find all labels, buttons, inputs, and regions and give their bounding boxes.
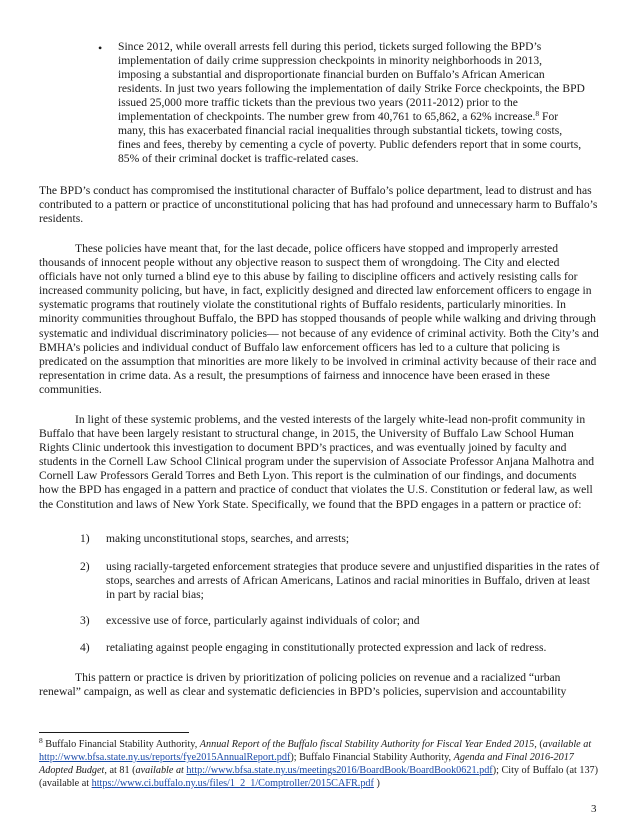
list-number: 3) (80, 614, 90, 627)
bullet-text-tail: For many, this has exacerbated financial racial inequalities through substantial tickets, towing costs, fines and fees, thereby by cementing a cycle of poverty. Public defenders report that in some courts, 85% of their criminal docket is traffic-related cases. (118, 110, 582, 165)
bullet-item (98, 40, 586, 166)
list-number: 1) (80, 532, 90, 545)
list-text: retaliating against people engaging in constitutionally protected expression and lack of redress. (106, 641, 547, 654)
footnote-available-label: available at (135, 765, 184, 776)
paragraph-policies: These policies have meant that, for the last decade, police officers have stopped and improperly arrested thousands of innocent people without any objective reason to suspect them of wrongdoing. The City and elected officials have not only turned a blind eye to this abuse by failing to discipline officers and actively resisting calls for increased community policing, but have, in fact, explicitly designed and directed law enforcement officers to engage in systematic programs that routinely violate the constitutional rights of Buffalo residents, particularly minorities. In minority communities throughout Buffalo, the BPD has stopped thousands of people while walking and driving through systematic and individual discriminatory policies— not because of any evidence of criminal activity. Both the City’s and BMHA’s policies and individual conduct of Buffalo law enforcement officers has led to a culture that policing is predicated on the assumption that minorities are more likely to be involved in criminal activity because of their race and representation in crime data. As a result, the presumptions of fairness and innocence have been erased in these communities. (39, 242, 599, 396)
list-item (80, 614, 600, 628)
footnote-number: 8 (39, 736, 43, 745)
footnote (39, 738, 604, 790)
footnote-divider (39, 732, 189, 733)
list-number: 4) (80, 641, 90, 654)
footnote-link-board-book[interactable]: http://www.bfsa.state.ny.us/meetings2016/BoardBook/BoardBook0621.pdf (186, 765, 493, 776)
footnote-link-cafr[interactable]: https://www.ci.buffalo.ny.us/files/1_2_1/Comptroller/2015CAFR.pdf (91, 778, 374, 789)
list-item (80, 641, 600, 655)
footnote-text: , ( (534, 739, 543, 750)
paragraph-pattern: This pattern or practice is driven by prioritization of policing policies on revenue and a racialized “urban renewal” campaign, as well as clear and systematic deficiencies in BPD’s policies, supervision and accountability (39, 671, 567, 699)
footnote-text: , at 81 ( (104, 765, 136, 776)
paragraph-bpd-conduct: The BPD’s conduct has compromised the institutional character of Buffalo’s police department, lead to distrust and has contributed to a pattern or practice of unconstitutional policing that has had profound and unnecessary harm to Buffalo’s residents. (39, 184, 598, 226)
footnote-available-label: available at (542, 739, 592, 750)
bullet-text-main: Since 2012, while overall arrests fell during this period, tickets surged following the BPD’s implementation of daily crime suppression checkpoints in minority neighborhoods in 2013, imposing a substantial and disproportionate financial burden on Buffalo’s African American residents. In just two years following the implementation of daily Strike Force checkpoints, the BPD issued 25,000 more traffic tickets than the previous two years (2011-2012) prior to the implementation of checkpoints. The number grew from 40,761 to 65,862, a 62% increase. (118, 40, 585, 123)
list-number: 2) (80, 560, 90, 573)
footnote-text: Buffalo Financial Stability Authority, (42, 739, 200, 750)
footnote-text: ); Buffalo Financial Stability Authority, (290, 752, 454, 763)
bullet-text (118, 40, 586, 166)
list-item (80, 560, 600, 602)
paragraph-investigation: In light of these systemic problems, and the vested interests of the largely white-lead non-profit community in Buffalo that have been largely resistant to structural change, in 2015, the University of Buffalo Law School Human Rights Clinic undertook this investigation to document BPD’s practices, and was eventually joined by faculty and students in the Cornell Law School Clinical program under the supervision of Associate Professor Anjana Malhotra and Cornell Law Professors Gerald Torres and Beth Lyon. This report is the culmination of our findings, and documents how the BPD has engaged in a pattern and practice of conduct that violates the U.S. Constitution or federal law, as well the Constitution and laws of New York State. Specifically, we found that the BPD engages in a pattern or practice of: (39, 413, 595, 511)
list-text: excessive use of force, particularly against individuals of color; and (106, 614, 420, 627)
list-text: using racially-targeted enforcement strategies that produce severe and unjustified disparities in the rates of stops, searches and arrests of African Americans, Latinos and racial minorities in Buffalo, driven at least in part by racial bias; (106, 560, 600, 601)
bullet-marker: • (98, 41, 103, 55)
list-text: making unconstitutional stops, searches, and arrests; (106, 532, 350, 545)
footnote-link-annual-report[interactable]: http://www.bfsa.state.ny.us/reports/fye2015AnnualReport.pdf (39, 752, 291, 763)
footnote-budget-title: Agenda and Final 2016-2017 Adopted Budget (39, 752, 574, 776)
footnote-text: ); City of Buffalo (at 137) (available at (39, 765, 599, 789)
page-number: 3 (591, 803, 597, 815)
footnote-report-title: Annual Report of the Buffalo fiscal Stability Authority for Fiscal Year Ended 2015 (199, 739, 535, 750)
list-item (80, 532, 600, 546)
footnote-text: ) (373, 778, 380, 789)
footnote-ref[interactable]: 8 (535, 109, 540, 118)
